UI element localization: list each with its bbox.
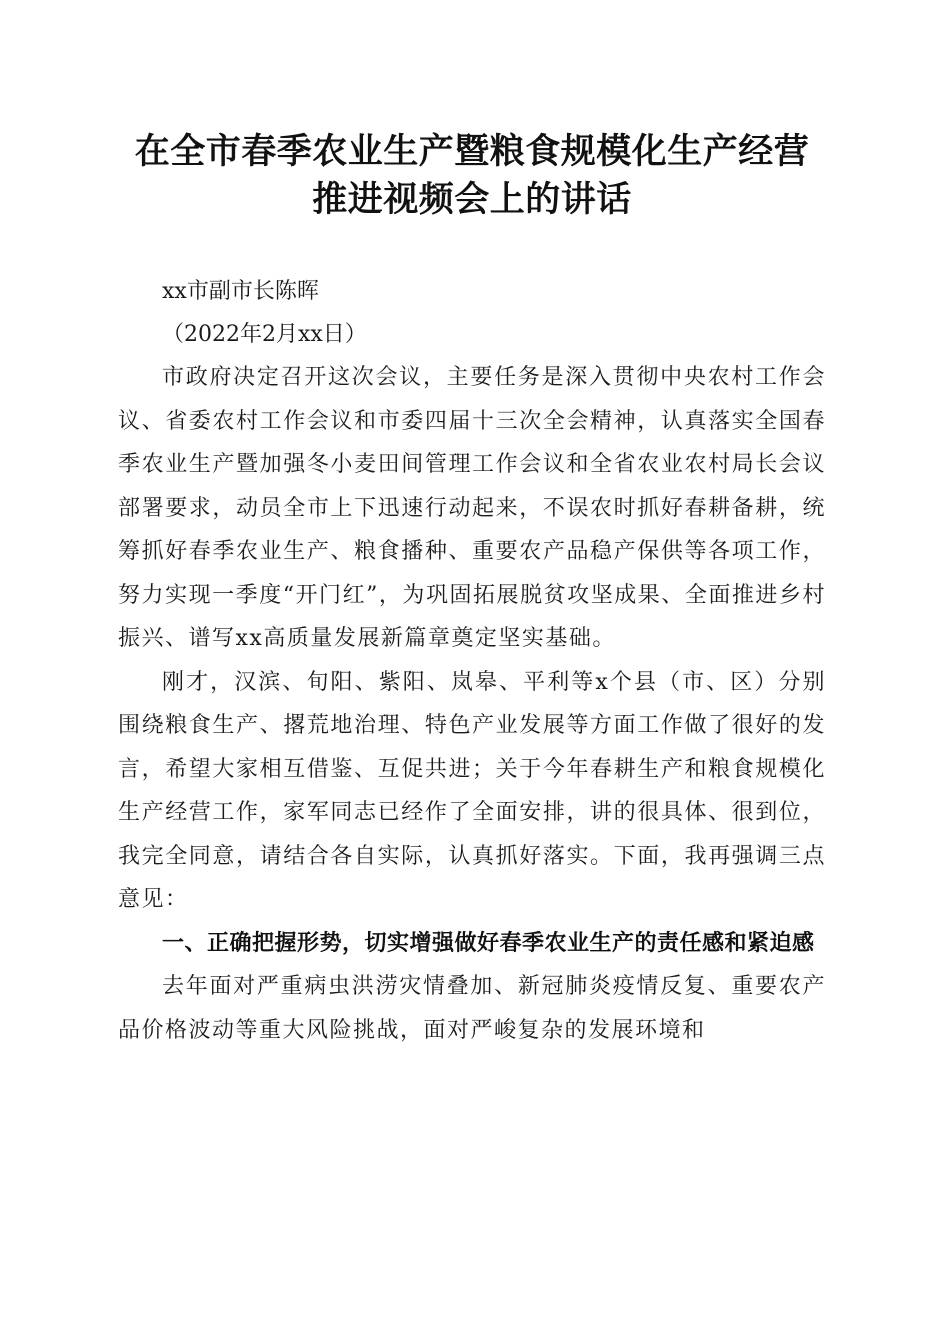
intro-paragraph: 市政府决定召开这次会议，主要任务是深入贯彻中央农村工作会议、省委农村工作会议和市委四届十三次全会精神，认真落实全国春季农业生产暨加强冬小麦田间管理工作会议和全省农业农村局长会议部署要求，动员全市上下迅速行动起来，不误农时抓好春耕备耕，统筹抓好春季农业生产、粮食播种、重要农产品稳产保供等各项工作，努力实现一季度“开门红”，为巩固拓展脱贫攻坚成果、全面推进乡村振兴、谱写xx高质量发展新篇章奠定坚实基础。 (118, 365, 826, 651)
section-1-paragraph: 去年面对严重病虫洪涝灾情叠加、新冠肺炎疫情反复、重要农产品价格波动等重大风险挑战，面对严峻复杂的发展环境和 (118, 974, 826, 1043)
context-paragraph: 刚才，汉滨、旬阳、紫阳、岚皋、平利等x个县（市、区）分别围绕粮食生产、撂荒地治理、特色产业发展等方面工作做了很好的发言，希望大家相互借鉴、互促共进；关于今年春耕生产和粮食规模化生产经营工作，家军同志已经作了全面安排，讲的很具体、很到位，我完全同意，请结合各自实际，认真抓好落实。下面，我再强调三点意见： (118, 669, 826, 912)
section-heading-1: 一、正确把握形势，切实增强做好春季农业生产的责任感和紧迫感 (162, 930, 815, 956)
speech-date: （2022年2月xx日） (162, 322, 367, 347)
speaker-line: xx市副市长陈晖 (162, 279, 319, 304)
document-page (118, 128, 826, 1052)
document-title: 在全市春季农业生产暨粮食规模化生产经营推进视频会上的讲话 (134, 132, 810, 220)
